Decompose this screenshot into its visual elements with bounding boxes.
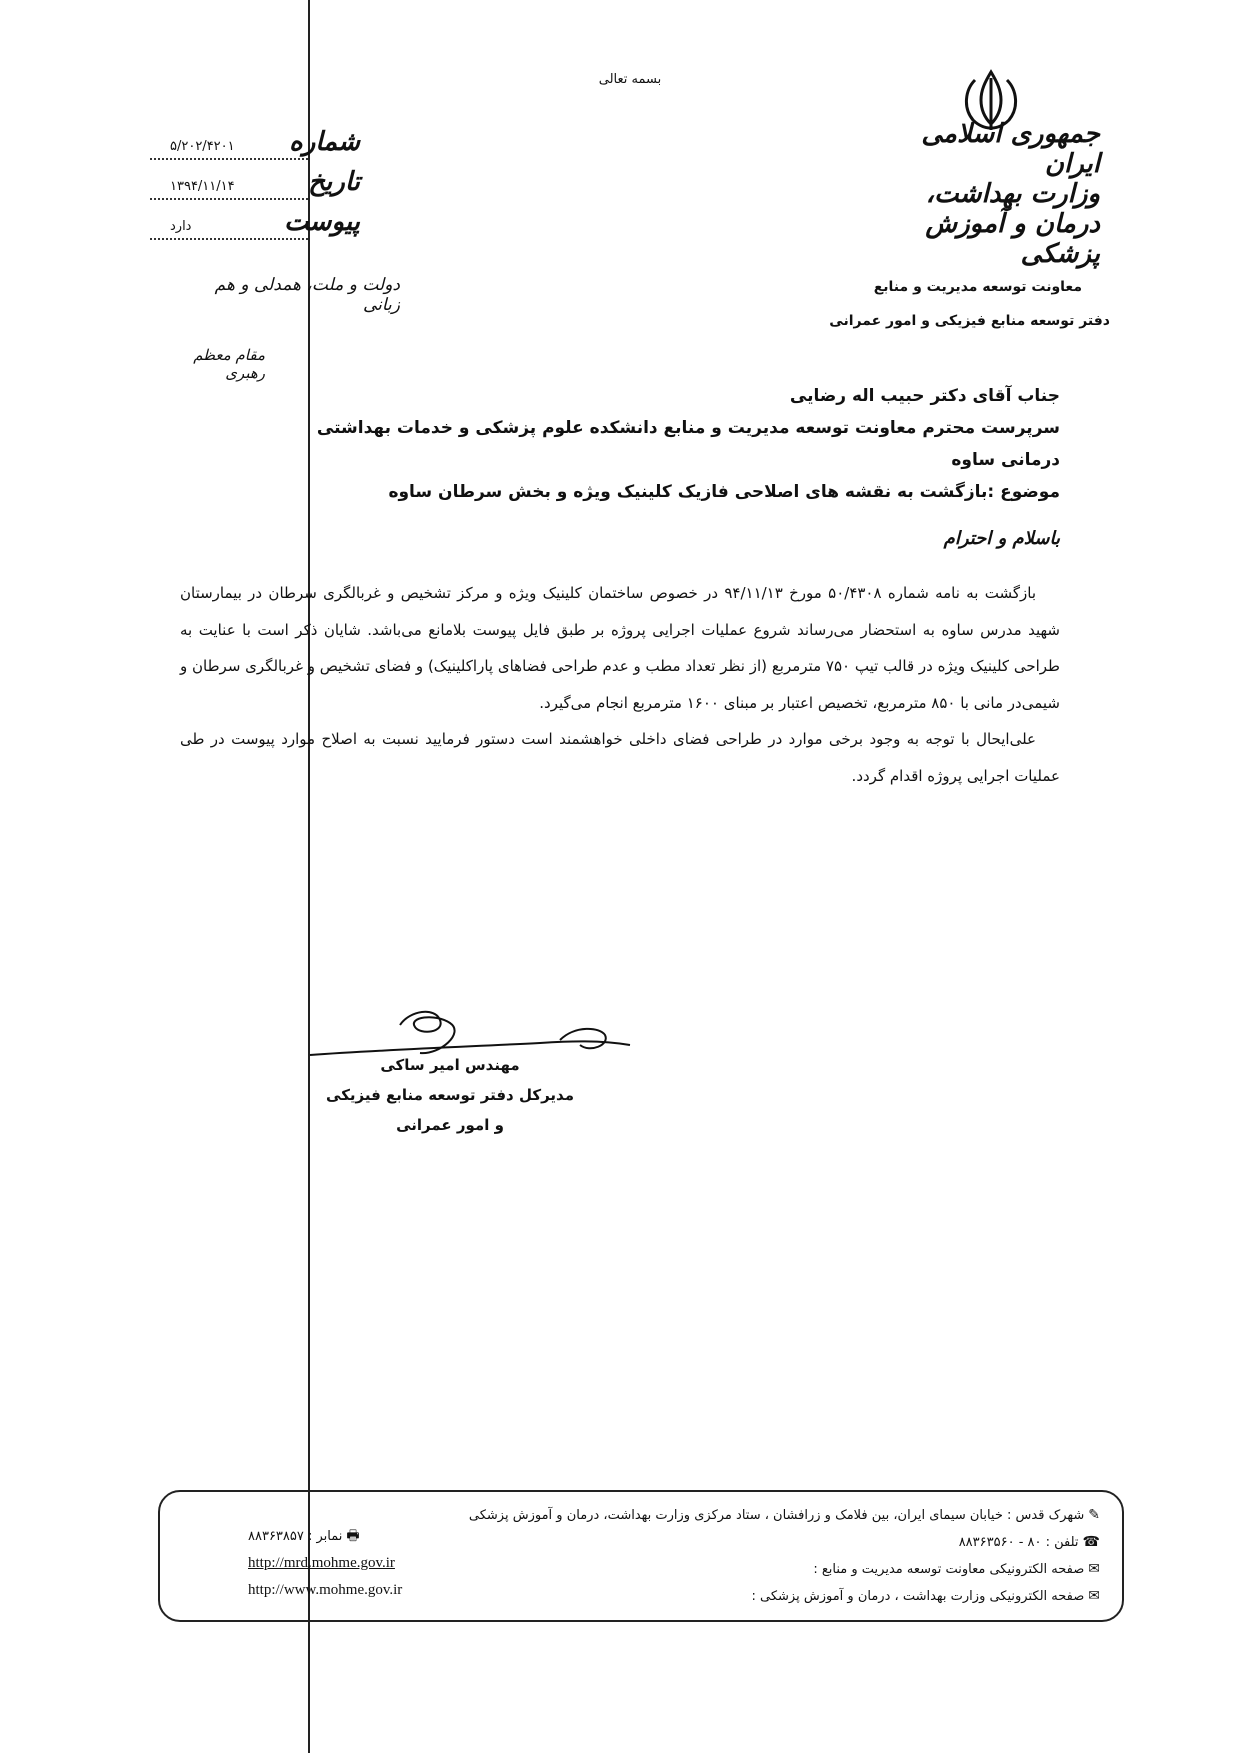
footer-contact bbox=[420, 1502, 1100, 1610]
phone-icon: ☎ bbox=[1082, 1534, 1100, 1550]
footer-fax: نمابر : ۸۸۳۶۳۸۵۷ bbox=[248, 1529, 343, 1544]
footer-phone-row bbox=[420, 1529, 1100, 1556]
signer-block bbox=[320, 1050, 580, 1140]
mrd-link[interactable]: http://mrd.mohme.gov.ir bbox=[248, 1555, 395, 1571]
letter-meta bbox=[150, 122, 360, 242]
footer-web1-row bbox=[420, 1556, 1100, 1583]
number-value: ۵/۲۰۲/۴۲۰۱ bbox=[150, 136, 308, 160]
signer-name: مهندس امیر ساکی bbox=[380, 1056, 520, 1074]
footer-web-label-2: صفحه الکترونیکی وزارت بهداشت ، درمان و آموزش پزشکی : bbox=[751, 1589, 1085, 1604]
meta-date bbox=[150, 162, 360, 202]
date-label: تاریخ bbox=[308, 167, 360, 197]
footer-links bbox=[248, 1523, 468, 1604]
mohme-link[interactable]: http://www.mohme.gov.ir bbox=[248, 1582, 403, 1598]
date-value: ۱۳۹۴/۱۱/۱۴ bbox=[150, 176, 308, 200]
footer-web-label-1: صفحه الکترونیکی معاونت توسعه مدیریت و منابع : bbox=[813, 1562, 1085, 1577]
footer-web2-row bbox=[420, 1583, 1100, 1610]
pencil-icon: ✎ bbox=[1088, 1507, 1100, 1523]
addressee-name: جناب آقای دکتر حبیب اله رضایی bbox=[789, 386, 1060, 406]
letter-subject: موضوع :بازگشت به نقشه های اصلاحی فازیک کلینیک ویژه و بخش سرطان ساوه bbox=[388, 482, 1060, 502]
letter-body bbox=[180, 575, 1060, 794]
body-paragraph-2: علی‌ایحال با توجه به وجود برخی موارد در طراحی فضای داخلی خواهشمند است دستور فرمایید نسبت به اصلاح موارد پیوست در طی عملیات اجرایی پروژه اقدام گردد. bbox=[180, 730, 1060, 785]
footer-address-row bbox=[420, 1502, 1100, 1529]
printer-icon: 🖶 bbox=[346, 1528, 360, 1544]
slogan-source: مقام معظم رهبری bbox=[193, 346, 265, 382]
addressee-title: سرپرست محترم معاونت توسعه مدیریت و منابع دانشکده علوم پزشکی و خدمات بهداشتی درمانی ساوه bbox=[316, 418, 1060, 470]
meta-attachment bbox=[150, 202, 360, 242]
ministry-line2: وزارت بهداشت، درمان و آموزش پزشکی bbox=[925, 178, 1100, 269]
department-line2: دفتر توسعه منابع فیزیکی و امور عمرانی bbox=[829, 313, 1110, 329]
bismillah: بسمه تعالی bbox=[598, 72, 662, 87]
signer-title-2: و امور عمرانی bbox=[396, 1116, 504, 1134]
number-label: شماره bbox=[289, 127, 360, 157]
attachment-value: دارد bbox=[150, 216, 308, 240]
footer-phone: تلفن : ۸۰ - ۸۸۳۶۳۵۶۰ bbox=[958, 1535, 1079, 1550]
slogan: دولت و ملت، همدلی و هم زبانی bbox=[214, 275, 400, 315]
signer-title-1: مدیرکل دفتر توسعه منابع فیزیکی bbox=[326, 1086, 574, 1104]
department-block bbox=[829, 270, 1110, 338]
addressee-block bbox=[300, 380, 1060, 508]
envelope-icon: ✉ bbox=[1088, 1561, 1100, 1577]
ministry-logo-text bbox=[860, 120, 1100, 269]
greeting: باسلام و احترام bbox=[943, 528, 1060, 549]
envelope-icon: ✉ bbox=[1088, 1588, 1100, 1604]
footer-address: شهرک قدس : خیابان سیمای ایران، بین فلامک و زرافشان ، ستاد مرکزی وزارت بهداشت، درمان و آموزش پزشکی bbox=[468, 1508, 1085, 1523]
attachment-label: پیوست bbox=[284, 207, 360, 237]
body-paragraph-1: بازگشت به نامه شماره ۵۰/۴۳۰۸ مورخ ۹۴/۱۱/۱۳ در خصوص ساختمان کلینیک ویژه و مرکز تشخیص و غربالگری سرطان در بیمارستان شهید مدرس ساوه به استحضار می‌رساند شروع عملیات اجرایی پروژه بر طبق فایل پیوست بلامانع می‌باشد. شایان ذکر است با عنایت به طراحی کلینیک ویژه در قالب تیپ ۷۵۰ مترمربع (از نظر تعداد مطب و عدم طراحی فضاهای پاراکلینیک) و فضای تشخیص و غربالگری سرطان و شیمی‌در مانی با ۸۵۰ مترمربع، تخصیص اعتبار بر مبنای ۱۶۰۰ مترمربع انجام می‌گیرد. bbox=[180, 584, 1060, 712]
meta-number bbox=[150, 122, 360, 162]
ministry-line1: جمهوری اسلامی ایران bbox=[921, 119, 1100, 179]
footer-fax-row bbox=[248, 1523, 468, 1550]
department-line1: معاونت توسعه مدیریت و منابع bbox=[873, 279, 1082, 295]
